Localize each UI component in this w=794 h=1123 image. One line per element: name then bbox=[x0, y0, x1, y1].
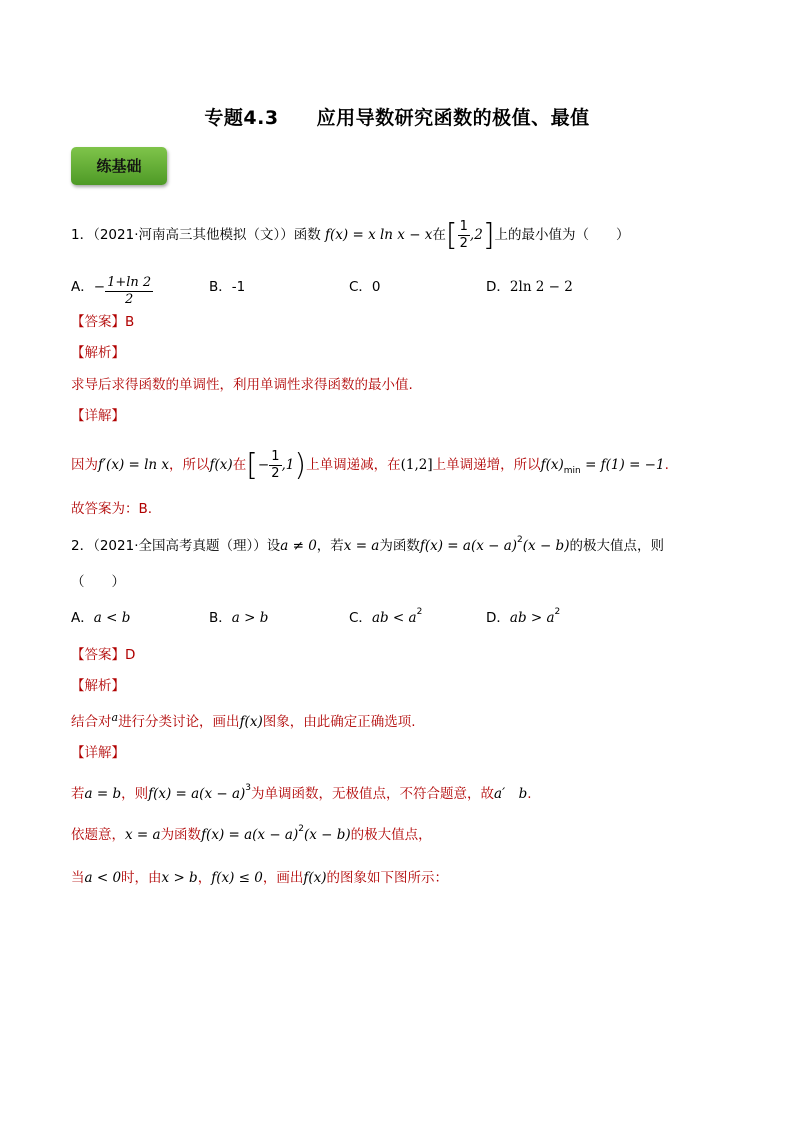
q1-options bbox=[71, 263, 751, 307]
q1-analysis-head: 【解析】 bbox=[71, 345, 125, 361]
q2-answer: 【答案】D bbox=[71, 647, 136, 663]
q2-option-a: A．a < b bbox=[71, 610, 131, 626]
q2-analysis-head: 【解析】 bbox=[71, 678, 125, 694]
q2-option-b: B．a > b bbox=[209, 610, 269, 626]
q2-option-c: C．ab < $a^2$ bbox=[349, 607, 423, 626]
q2-detail-2: 依题意，x = a为函数$f(x) = a(x - a)^2(x - b)$的极大值点， bbox=[71, 824, 432, 843]
q1-option-d: D．2ln 2 − 2 bbox=[486, 279, 573, 295]
q1-detail-head: 【详解】 bbox=[71, 408, 125, 424]
q1-answer: 【答案】B bbox=[71, 314, 135, 330]
q1-option-b: B．-1 bbox=[209, 279, 246, 295]
q1-option-a: A．− $\frac{1+\ln 2}{2}$ bbox=[71, 275, 152, 307]
q1-detail: 因为f′(x) = ln x，所以f(x)在[− $\frac{1}{2}$ ,1)上单调递减，在(1,2]上单调递增，所以$f(x)_{min} = f(1) = -1$. bbox=[71, 448, 669, 483]
section-badge: 练基础 bbox=[71, 147, 167, 185]
page-title: 专题4.3 应用导数研究函数的极值、最值 bbox=[204, 107, 590, 129]
q2-option-d: D．ab > $a^2$ bbox=[486, 607, 561, 626]
q1-option-c: C．0 bbox=[349, 279, 381, 295]
q1-conclusion: 故答案为：B. bbox=[71, 501, 153, 517]
q2-stem: 2．（2021·全国高考真题（理））设a ≠ 0，若x = a为函数$f(x) = a(x - a)^2(x - b)$的极大值点，则 bbox=[71, 535, 664, 554]
q2-detail-head: 【详解】 bbox=[71, 745, 125, 761]
q2-options bbox=[71, 606, 751, 630]
q1-analysis: 求导后求得函数的单调性，利用单调性求得函数的最小值. bbox=[71, 377, 413, 393]
q2-stem-bracket: （ ） bbox=[71, 574, 125, 590]
q2-detail-1: 若a = b，则$f(x) = a(x - a)^3$为单调函数，无极值点，不符合题意，故a′ b. bbox=[71, 783, 532, 802]
q2-detail-3: 当a < 0时，由x > b，f(x) ≤ 0，画出f(x)的图象如下图所示： bbox=[71, 870, 448, 886]
q1-stem: 1．（2021·河南高三其他模拟（文））函数 f(x) = x ln x − x在[ $\frac{1}{2}$ ,2]上的最小值为（ ） bbox=[71, 218, 630, 253]
q2-analysis: 结合对$^a$进行分类讨论，画出f(x)图象，由此确定正确选项. bbox=[71, 711, 416, 730]
